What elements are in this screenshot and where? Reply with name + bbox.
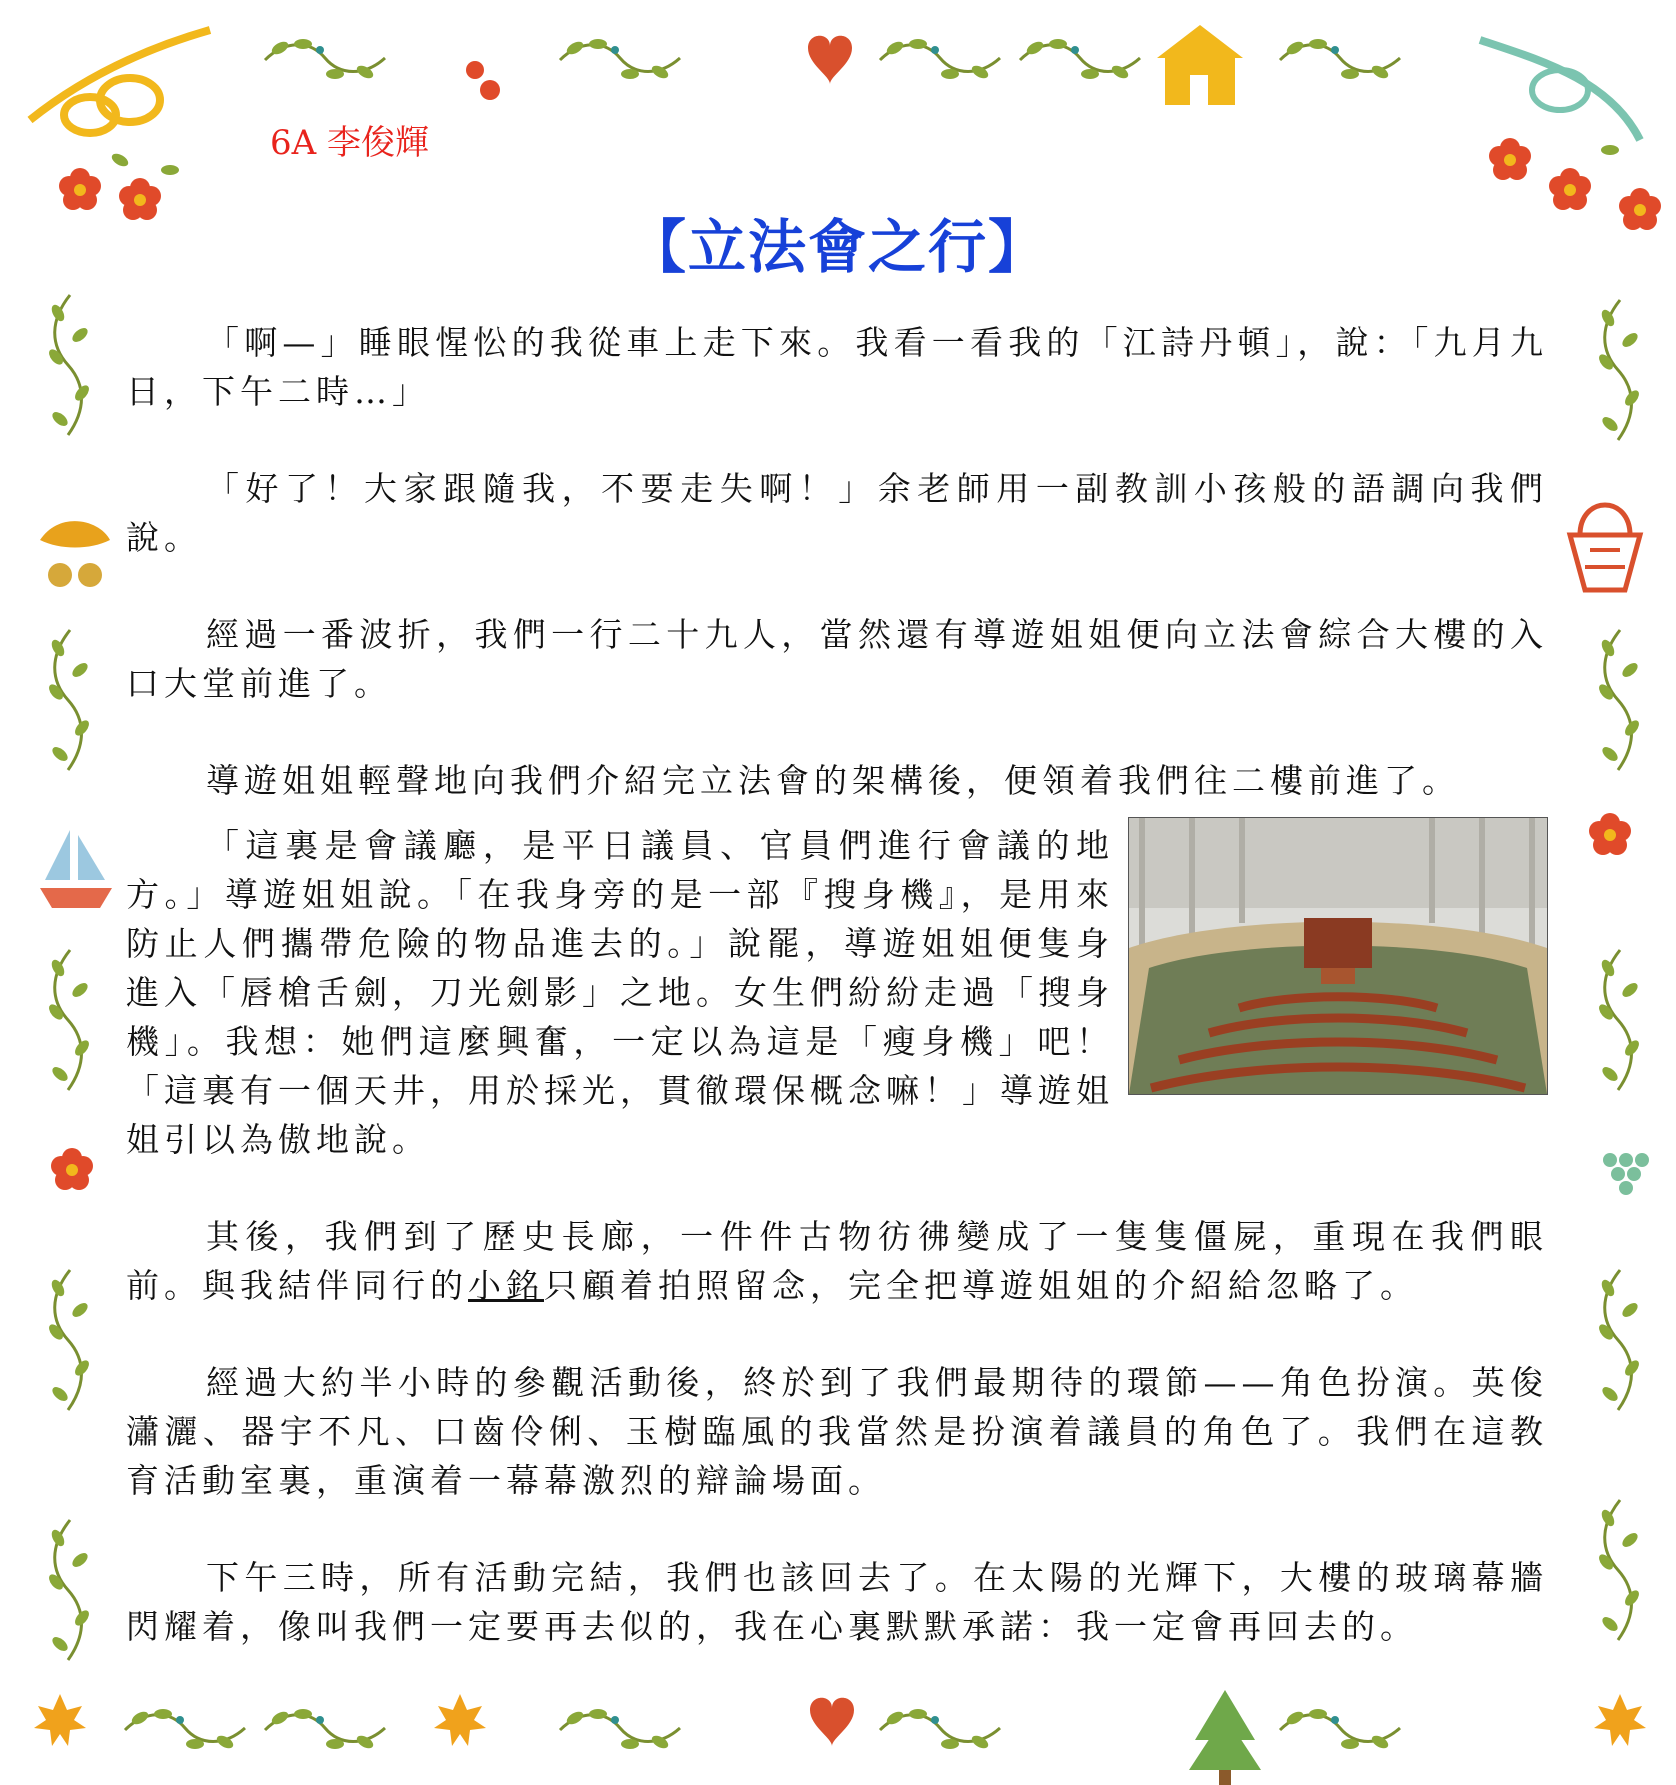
- page-title: 【立法會之行】: [627, 213, 1048, 281]
- author-name: 6A 李俊輝: [270, 123, 429, 163]
- paragraph: [126, 1212, 1548, 1310]
- essay-body: [126, 318, 1548, 1699]
- paragraph: 「這裏是會議廳，是平日議員、官員們進行會議的地方。」導遊姐姐說。「在我身旁的是一部『搜身機』，是用來防止人們攜帶危險的物品進去的。」說罷，導遊姐姐便隻身進入「唇槍舌劍，刀光劍影」之地。女生們紛紛走過「搜身機」。我想：她們這麼興奮，一定以為這是「瘦身機」吧！「這裏有一個天井，用於採光，貫徹環保概念嘛！」導遊姐姐引以為傲地說。: [126, 826, 1114, 1159]
- paragraph: 經過一番波折，我們一行二十九人，當然還有導遊姐姐便向立法會綜合大樓的入口大堂前進了。: [126, 615, 1548, 703]
- legislative-council-chamber-photo: [1128, 817, 1548, 1095]
- paragraph: 導遊姐姐輕聲地向我們介紹完立法會的架構後，便領着我們往二樓前進了。: [206, 761, 1460, 800]
- underlined-name: 小銘: [468, 1266, 544, 1305]
- paragraph: 下午三時，所有活動完結，我們也該回去了。在太陽的光輝下，大樓的玻璃幕牆閃耀着，像叫我們一定要再去似的，我在心裏默默承諾：我一定會再回去的。: [126, 1558, 1548, 1646]
- paragraph-text: 其後，我們到了歷史長廊，一件件古物彷彿變成了一隻隻僵屍，重現在我們眼前。與我結伴同行的: [126, 1217, 1548, 1305]
- paragraph: 「好了！大家跟隨我，不要走失啊！」余老師用一副教訓小孩般的語調向我們說。: [126, 469, 1548, 557]
- paragraph: 「啊—」睡眼惺忪的我從車上走下來。我看一看我的「江詩丹頓」，說：「九月九日，下午二時…」: [126, 323, 1548, 411]
- paragraph-text: 只顧着拍照留念，完全把導遊姐姐的介紹給忽略了。: [544, 1266, 1418, 1305]
- paragraph: 經過大約半小時的參觀活動後，終於到了我們最期待的環節——角色扮演。英俊瀟灑、器宇不凡、口齒伶俐、玉樹臨風的我當然是扮演着議員的角色了。我們在這教育活動室裏，重演着一幕幕激烈的辯論場面。: [126, 1363, 1548, 1500]
